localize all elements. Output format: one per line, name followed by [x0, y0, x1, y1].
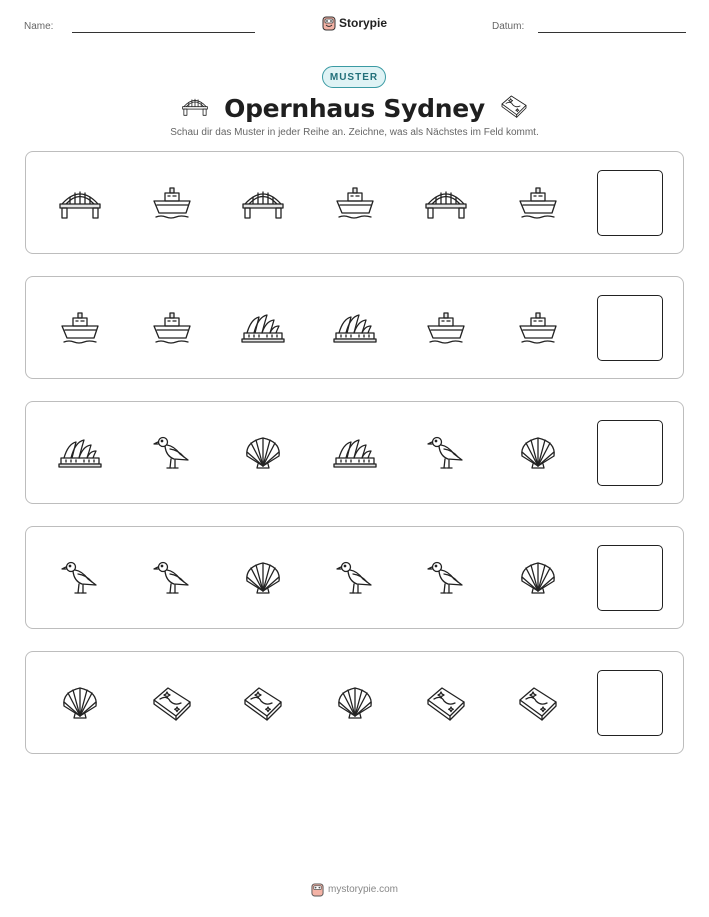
shell-icon — [516, 557, 560, 599]
seagull-icon — [333, 557, 377, 599]
map-icon — [516, 682, 560, 724]
map-icon — [424, 682, 468, 724]
bridge-icon — [241, 182, 285, 224]
instructions: Schau dir das Muster in jeder Reihe an. Zeichne, was als Nächstes im Feld kommt. — [170, 127, 539, 138]
boat-icon — [150, 307, 194, 349]
boat-icon — [58, 307, 102, 349]
seagull-icon — [58, 557, 102, 599]
footer — [0, 880, 709, 898]
answer-box[interactable] — [597, 295, 663, 361]
opera-house-icon — [333, 307, 377, 349]
map-icon — [241, 682, 285, 724]
seagull-icon — [150, 432, 194, 474]
name-label: Name: — [24, 21, 54, 32]
storypie-logo — [322, 14, 387, 32]
seagull-icon — [150, 557, 194, 599]
opera-house-icon — [58, 432, 102, 474]
pattern-row — [25, 651, 684, 754]
boat-icon — [516, 182, 560, 224]
seagull-icon — [424, 557, 468, 599]
answer-box[interactable] — [597, 670, 663, 736]
date-line[interactable] — [538, 32, 686, 33]
boat-icon — [333, 182, 377, 224]
pattern-row — [25, 151, 684, 254]
pattern-row — [25, 526, 684, 629]
shell-icon — [241, 557, 285, 599]
worksheet-header — [0, 0, 709, 50]
shell-icon — [241, 432, 285, 474]
pattern-row — [25, 276, 684, 379]
map-icon — [499, 92, 529, 125]
page-title: Opernhaus Sydney — [224, 93, 485, 123]
answer-box[interactable] — [597, 420, 663, 486]
seagull-icon — [424, 432, 468, 474]
map-icon — [150, 682, 194, 724]
storypie-mascot-icon — [311, 882, 324, 897]
category-badge: MUSTER — [322, 66, 386, 88]
footer-url[interactable]: mystorypie.com — [327, 883, 398, 895]
boat-icon — [424, 307, 468, 349]
shell-icon — [516, 432, 560, 474]
shell-icon — [333, 682, 377, 724]
date-label: Datum: — [492, 21, 525, 32]
answer-box[interactable] — [597, 545, 663, 611]
opera-house-icon — [241, 307, 285, 349]
storypie-mascot-icon — [322, 15, 336, 31]
pattern-row — [25, 401, 684, 504]
brand-name: Storypie — [339, 16, 388, 30]
shell-icon — [58, 682, 102, 724]
bridge-icon — [424, 182, 468, 224]
boat-icon — [516, 307, 560, 349]
name-line[interactable] — [72, 32, 255, 33]
boat-icon — [150, 182, 194, 224]
title-row — [0, 92, 709, 124]
opera-house-icon — [333, 432, 377, 474]
bridge-icon — [180, 93, 210, 124]
answer-box[interactable] — [597, 170, 663, 236]
bridge-icon — [58, 182, 102, 224]
